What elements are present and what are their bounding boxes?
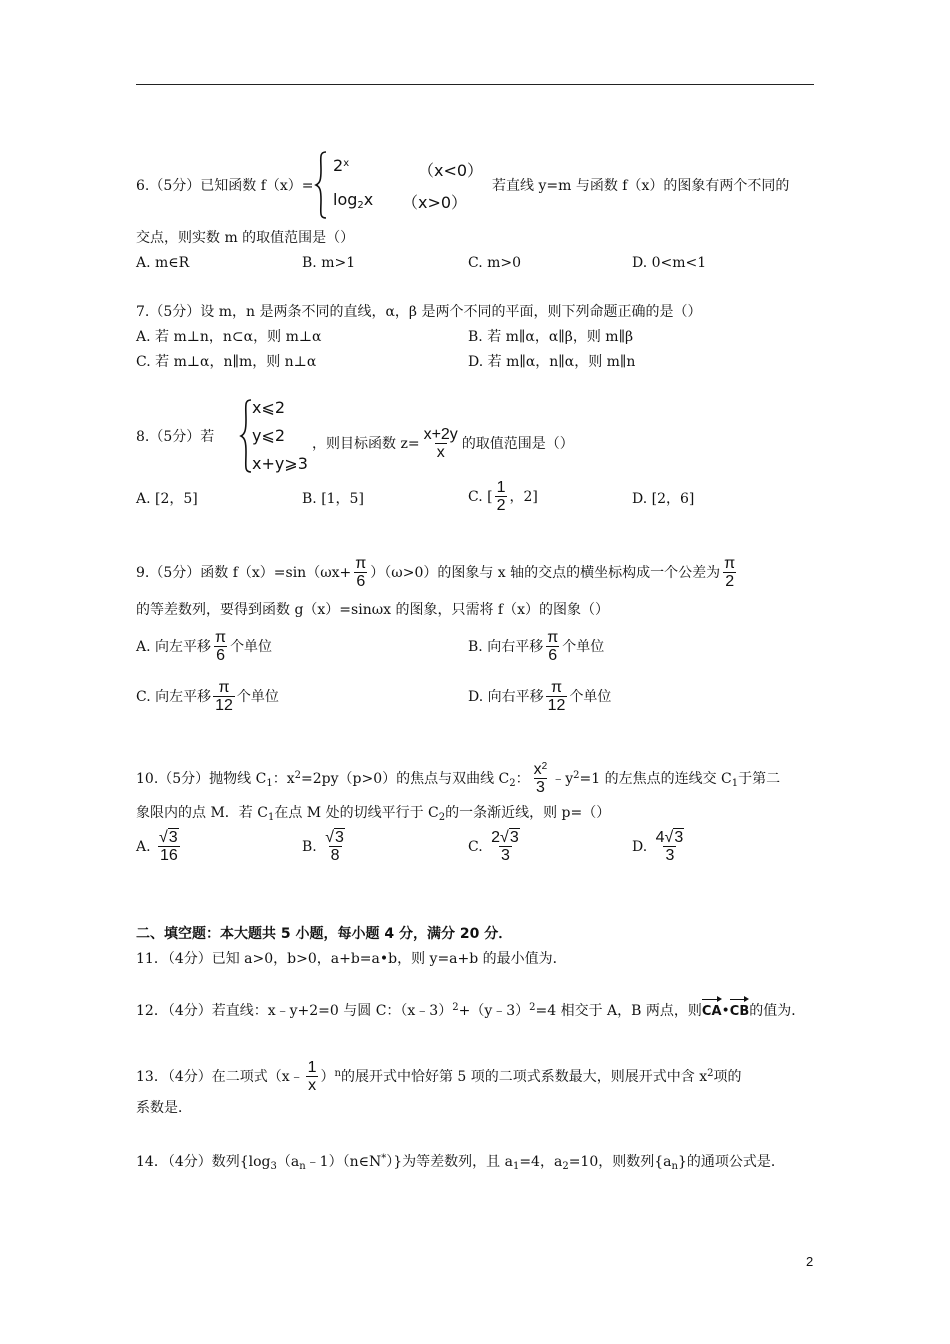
q9-line-1: 9.（5分）函数 f（x）=sin（ωx+ $\frac{\pi}{6}$ ）（ω>0）的图象与 x 轴的交点的横坐标构成一个公差为 $\frac{\pi}{2}$	[136, 555, 736, 590]
vector-ca: CA	[702, 1002, 722, 1022]
q6-case-2: $\log_2x$	[333, 190, 374, 211]
page-number: 2	[806, 1254, 814, 1269]
q8-option-b: B. [1，5]	[302, 491, 364, 507]
q8-brace	[239, 398, 253, 474]
q10-line-1: 10.（5分）抛物线 $C_1$：$x^2=2py(p>0)$的焦点与双曲线 $C_2$： $\frac{x^2}{3}$ $﹣y^2=1$ 的左焦点的连线交 $C_1$于第二	[136, 761, 781, 796]
q6-case-1: 2$^x$	[333, 156, 350, 175]
q6-brace	[314, 150, 328, 220]
q8-option-d: D. [2，6]	[632, 491, 695, 507]
q9-line-2: 的等差数列，要得到函数 g（x）=sinωx 的图象，只需将 f（x）的图象（）	[136, 602, 610, 618]
q7-option-c: C. 若 m⊥α，n∥m，则 n⊥α	[136, 354, 317, 370]
q7-option-d: D. 若 m∥α，n∥α，则 m∥n	[468, 354, 636, 370]
q9-option-d: D. 向右平移 $\frac{\pi}{12}$ 个单位	[468, 679, 612, 714]
q9-option-b: B. 向右平移 $\frac{\pi}{6}$ 个单位	[468, 629, 605, 664]
q10-option-a: A. $\frac{√3}{16}$	[136, 829, 178, 864]
q7-option-b: B. 若 m∥α，α∥β，则 m∥β	[468, 329, 634, 345]
q8-case-2: y⩽2	[252, 426, 286, 445]
question-14: 14．（4分）数列$\{\log_3(a_n﹣1)(n\in N^*)\}$为等差数列，且 $a_1=4$，$a_2=10$，则数列$\{a_n\}$的通项公式是．	[136, 1153, 785, 1172]
q6-line-2: 交点，则实数 m 的取值范围是（）	[136, 230, 355, 246]
q10-option-b: B. $\frac{√3}{8}$	[302, 829, 344, 864]
q8-option-c: C. [ $\frac{1}{2}$ ，2]	[468, 479, 538, 514]
q7-option-a: A. 若 m⊥n，n⊂α，则 m⊥α	[136, 329, 322, 345]
q6-option-d: D. 0<m<1	[632, 255, 707, 271]
q6-option-a: A. m∈R	[136, 255, 190, 271]
vector-cb: CB	[730, 1002, 749, 1022]
header-rule	[136, 84, 814, 85]
q7-text: 7.（5分）设 m，n 是两条不同的直线，α，β 是两个不同的平面，则下列命题正确的是（）	[136, 304, 702, 320]
q6-option-c: C. m>0	[468, 255, 522, 271]
q10-line-2: 象限内的点 M．若 $C_1$在点 M 处的切线平行于 $C_2$的一条渐近线，则 p=（）	[136, 805, 611, 823]
q6-option-b: B. m>1	[302, 255, 356, 271]
q8-middle: ，则目标函数 z= $\frac{x+2y}{x}$ 的取值范围是（）	[312, 426, 574, 461]
q8-fraction: $\frac{x+2y}{x}$	[423, 426, 458, 461]
q6-prefix: 6.（5分）已知函数 f（x）=	[136, 178, 314, 194]
q10-option-c: C. $\frac{2√3}{3}$	[468, 829, 519, 864]
q9-option-c: C. 向左平移 $\frac{\pi}{12}$ 个单位	[136, 679, 279, 714]
q8-option-a: A. [2，5]	[136, 491, 198, 507]
question-13: 13．（4分）在二项式（x﹣ $\frac{1}{x}$ ）$^n$的展开式中恰好第 5 项的二项式系数最大，则展开式中含 $x^2$项的	[136, 1059, 742, 1094]
q13-line-2: 系数是．	[136, 1100, 192, 1116]
q6-suffix: 若直线 y=m 与函数 f（x）的图象有两个不同的	[492, 178, 790, 194]
q8-prefix: 8.（5分）若	[136, 429, 215, 445]
q8-case-3: x+y⩾3	[252, 454, 308, 473]
question-12: 12．（4分）若直线：x﹣y+2=0 与圆 C：（x﹣3）$^2$+（y﹣3）$^2$=4 相交于 A，B 两点，则CA•CB的值为．	[136, 998, 805, 1022]
q9-option-a: A. 向左平移 $\frac{\pi}{6}$ 个单位	[136, 629, 273, 664]
q6-case-2-cond: （x>0）	[402, 193, 468, 212]
question-11: 11．（4分）已知 a>0，b>0，a+b=a•b，则 y=a+b 的最小值为．	[136, 951, 567, 967]
q8-case-1: x⩽2	[252, 398, 286, 417]
section-2-heading: 二、填空题：本大题共 5 小题，每小题 4 分，满分 20 分．	[136, 926, 513, 942]
q6-case-1-cond: （x<0）	[418, 161, 484, 180]
q10-option-d: D. $\frac{4√3}{3}$	[632, 829, 684, 864]
